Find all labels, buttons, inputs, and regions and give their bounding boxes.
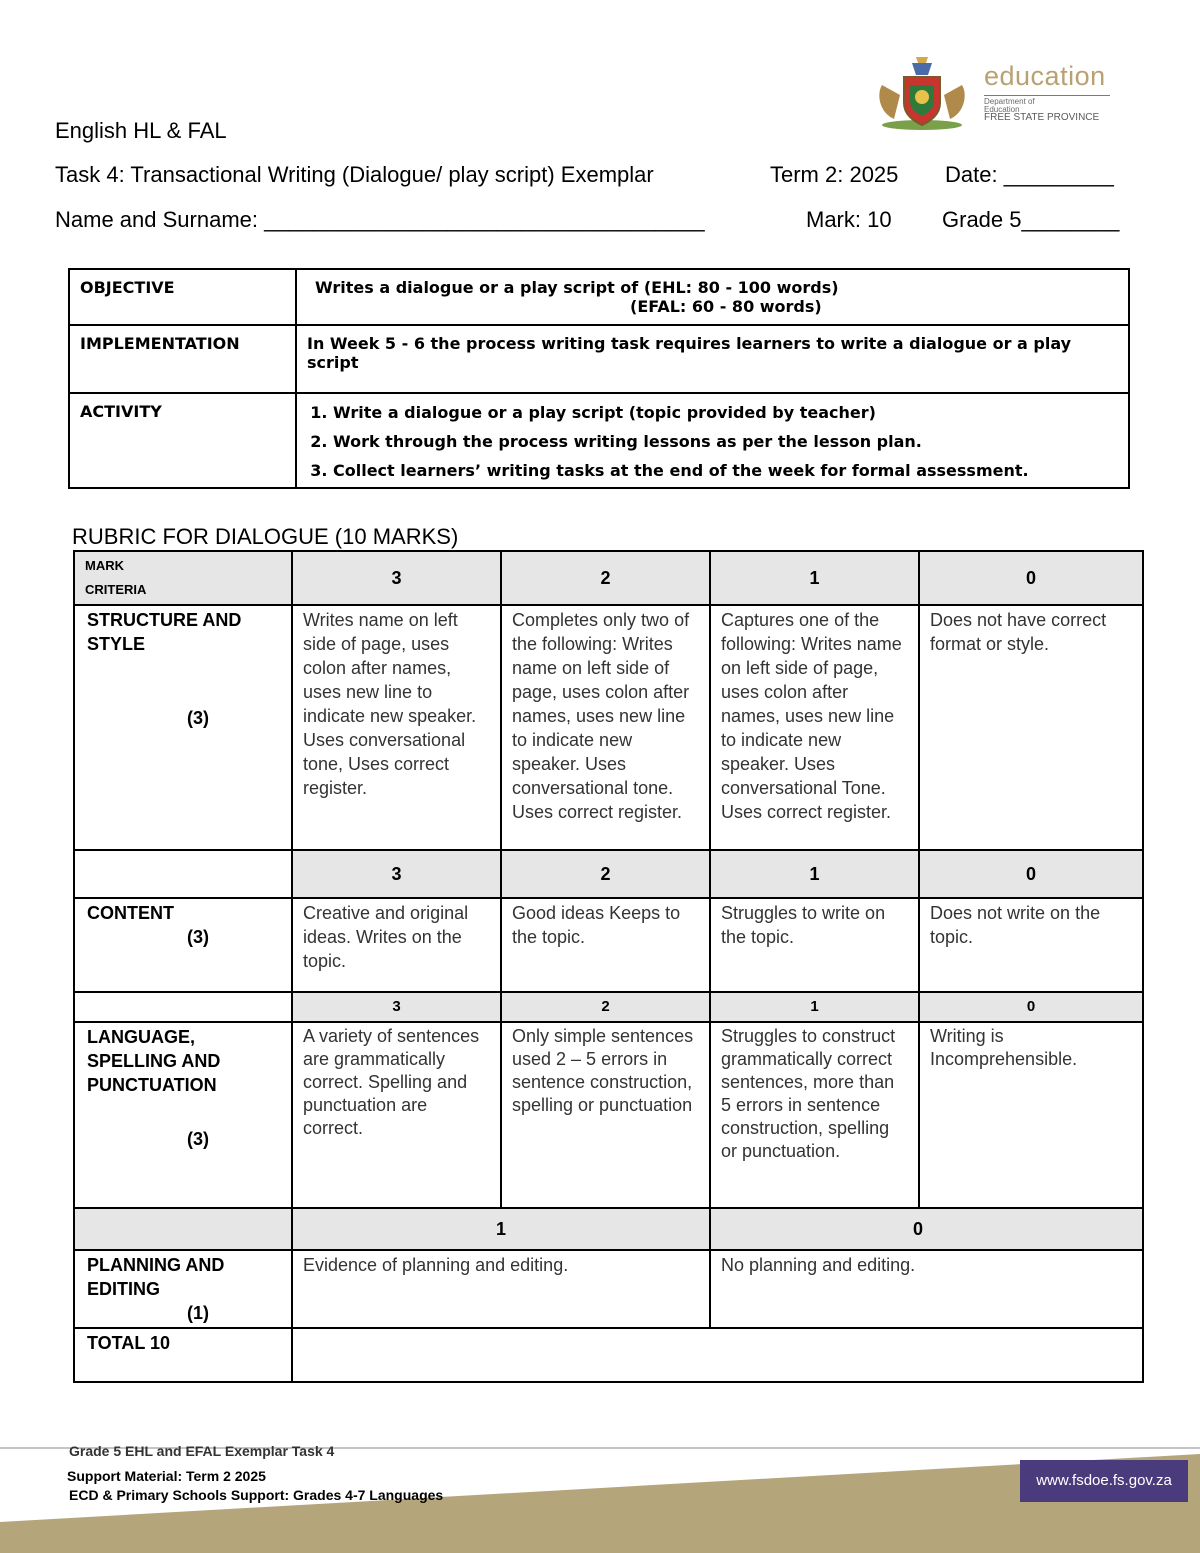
structure-label: STRUCTURE AND STYLE <box>87 610 242 654</box>
footer-line-2: Support Material: Term 2 2025 <box>67 1468 266 1484</box>
content-score-row <box>74 850 1143 898</box>
language-row <box>74 1022 1143 1208</box>
subject-title: English HL & FAL <box>55 118 227 143</box>
total-row <box>74 1328 1143 1382</box>
language-label: LANGUAGE, SPELLING AND PUNCTUATION <box>87 1027 221 1095</box>
activity-item: 3. Collect learners’ writing tasks at the end of the week for formal assessment. <box>333 456 1118 485</box>
implementation-row <box>69 325 1129 393</box>
date-field[interactable]: Date: _________ <box>945 162 1114 187</box>
language-criterion <box>74 1022 292 1208</box>
objective-line-2: (EFAL: 60 - 80 words) <box>630 297 822 316</box>
activity-item: 1. Write a dialogue or a play script (topic provided by teacher) <box>333 398 1118 427</box>
activity-cell <box>296 393 1129 488</box>
content-row <box>74 898 1143 992</box>
language-marks: (3) <box>187 1129 209 1149</box>
activity-list <box>307 398 1118 485</box>
score-header-row <box>74 551 1143 605</box>
total-label: TOTAL 10 <box>74 1328 292 1382</box>
content-marks: (3) <box>187 927 209 947</box>
content-desc-1: Struggles to write on the topic. <box>710 898 919 992</box>
language-desc-3: A variety of sentences are grammatically correct. Spelling and punctuation are correct. <box>292 1022 501 1208</box>
objective-cell <box>296 269 1129 325</box>
coat-of-arms-icon <box>872 55 972 131</box>
logo-line-3: FREE STATE PROVINCE <box>984 112 1100 123</box>
planning-criterion <box>74 1250 292 1328</box>
structure-criterion <box>74 605 292 850</box>
content-criterion <box>74 898 292 992</box>
footer-line-3: ECD & Primary Schools Support: Grades 4-7 Languages <box>69 1487 444 1503</box>
score-header-2: 2 <box>501 850 710 898</box>
planning-desc-1: Evidence of planning and editing. <box>292 1250 710 1328</box>
structure-marks: (3) <box>187 708 209 728</box>
logo-brand-text: education <box>984 61 1106 91</box>
objective-table <box>68 268 1130 489</box>
structure-desc-2: Completes only two of the following: Writes name on left side of page, uses colon after names, uses new line to indicate new speaker. Uses conversational tone. Uses correct register. <box>501 605 710 850</box>
mark-label: Mark: 10 <box>806 207 892 232</box>
corner-criteria-label: CRITERIA <box>85 582 147 597</box>
department-logo <box>872 55 1112 133</box>
structure-row <box>74 605 1143 850</box>
corner-mark-label: MARK <box>85 558 124 573</box>
grade-field[interactable]: Grade 5________ <box>942 207 1120 232</box>
activity-row <box>69 393 1129 488</box>
score-header-1: 1 <box>710 850 919 898</box>
structure-desc-1: Captures one of the following: Writes name on left side of page, uses colon after names, uses new line to indicate new speaker. Uses conversational Tone. Uses correct register. <box>710 605 919 850</box>
score-header-0: 0 <box>919 551 1143 605</box>
planning-score-1: 1 <box>292 1208 710 1250</box>
implementation-label: IMPLEMENTATION <box>69 325 296 393</box>
language-score-row <box>74 992 1143 1022</box>
objective-row <box>69 269 1129 325</box>
content-desc-0: Does not write on the topic. <box>919 898 1143 992</box>
language-desc-1: Struggles to construct grammatically correct sentences, more than 5 errors in sentence construction, spelling or punctuation. <box>710 1022 919 1208</box>
implementation-text: In Week 5 - 6 the process writing task requires learners to write a dialogue or a play script <box>296 325 1129 393</box>
language-desc-0: Writing is Incomprehensible. <box>919 1022 1143 1208</box>
structure-desc-3: Writes name on left side of page, uses colon after names, uses new line to indicate new speaker. Uses conversational tone, Uses correct register. <box>292 605 501 850</box>
logo-divider <box>984 95 1110 96</box>
activity-label: ACTIVITY <box>69 393 296 488</box>
content-label: CONTENT <box>87 903 174 923</box>
planning-row <box>74 1250 1143 1328</box>
term-label: Term 2: 2025 <box>770 162 899 187</box>
score-header-1: 1 <box>710 551 919 605</box>
score-header-0: 0 <box>919 992 1143 1022</box>
rubric-title: RUBRIC FOR DIALOGUE (10 MARKS) <box>72 524 459 549</box>
objective-label: OBJECTIVE <box>69 269 296 325</box>
blank-cell <box>74 850 292 898</box>
planning-label: PLANNING AND EDITING <box>87 1255 225 1299</box>
planning-desc-0: No planning and editing. <box>710 1250 1143 1328</box>
planning-score-0: 0 <box>710 1208 1143 1250</box>
blank-cell <box>74 1208 292 1250</box>
score-header-3: 3 <box>292 992 501 1022</box>
mark-criteria-corner <box>74 551 292 605</box>
score-header-2: 2 <box>501 551 710 605</box>
content-desc-2: Good ideas Keeps to the topic. <box>501 898 710 992</box>
task-title: Task 4: Transactional Writing (Dialogue/ play script) Exemplar <box>55 162 654 187</box>
rubric-table <box>73 550 1144 1383</box>
planning-score-row <box>74 1208 1143 1250</box>
score-header-0: 0 <box>919 850 1143 898</box>
blank-cell <box>74 992 292 1022</box>
score-header-3: 3 <box>292 551 501 605</box>
score-header-3: 3 <box>292 850 501 898</box>
total-value-cell[interactable] <box>292 1328 1143 1382</box>
name-field[interactable]: Name and Surname: ____________________________________ <box>55 207 705 232</box>
website-link[interactable]: www.fsdoe.fs.gov.za <box>1020 1460 1188 1502</box>
structure-desc-0: Does not have correct format or style. <box>919 605 1143 850</box>
logo-line-1: Department of <box>984 97 1035 106</box>
logo-line-2: Education <box>984 105 1020 114</box>
language-desc-2: Only simple sentences used 2 – 5 errors in sentence construction, spelling or punctuation <box>501 1022 710 1208</box>
score-header-2: 2 <box>501 992 710 1022</box>
activity-item: 2. Work through the process writing lessons as per the lesson plan. <box>333 427 1118 456</box>
content-desc-3: Creative and original ideas. Writes on the topic. <box>292 898 501 992</box>
footer-line-1: Grade 5 EHL and EFAL Exemplar Task 4 <box>69 1443 335 1459</box>
objective-line-1: Writes a dialogue or a play script of (EHL: 80 - 100 words) <box>315 278 839 297</box>
score-header-1: 1 <box>710 992 919 1022</box>
planning-marks: (1) <box>187 1303 209 1323</box>
